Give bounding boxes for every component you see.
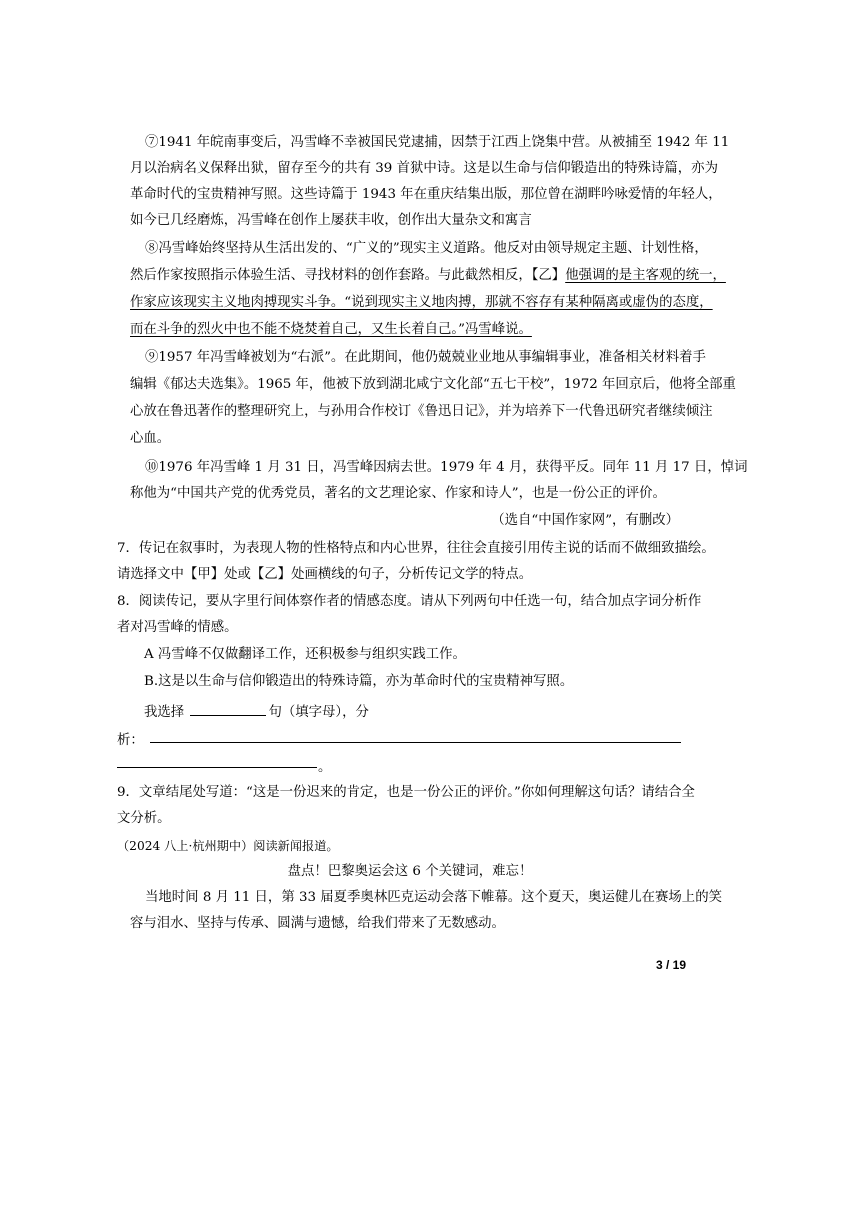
page-number: 3 / 19	[655, 958, 686, 972]
question8-option-b: B.这是以生命与信仰锻造出的特殊诗篇，亦为革命时代的宝贵精神写照。	[144, 674, 574, 689]
news-body-line2: 容与泪水、坚持与传承、圆满与遗憾，给我们带来了无数感动。	[130, 916, 505, 931]
para7-line2: 月以治病名义保释出狱，留存至今的共有 39 首狱中诗。这是以生命与信仰锻造出的特殊诗篇，亦为	[130, 161, 718, 176]
para7-line4: 如今已几经磨炼，冯雪峰在创作上屡获丰收，创作出大量杂文和寓言	[130, 213, 532, 228]
para8-underlined-line4: 而在斗争的烈火中也不能不烧焚着自己，又生长着自己。”冯雪峰说。	[130, 322, 532, 337]
para8-line2	[130, 263, 726, 289]
question8-option-a: A 冯雪峰不仅做翻译工作，还积极参与组织实践工作。	[144, 647, 466, 662]
para8-line1: ⑧冯雪峰始终坚持从生活出发的、“广义的”现实主义道路。他反对由领导规定主题、计划性格，	[145, 241, 708, 256]
question8-line2: 者对冯雪峰的情感。	[117, 620, 238, 635]
para7-line1: ⑦1941 年皖南事变后，冯雪峰不幸被国民党逮捕，因禁于江西上饶集中营。从被捕至 1942 年 11	[145, 135, 730, 150]
question7-line1: 7．传记在叙事时，为表现人物的性格特点和内心世界，往往会直接引用传主说的话而不做细致描绘。	[117, 541, 715, 556]
analysis-label: 析：	[117, 733, 144, 748]
para8-underlined-line3: 作家应该现实主义地肉搏现实斗争。“说到现实主义地肉搏，那就不容存有某种隔离或虚伪的态度，	[130, 295, 713, 310]
para9-line2: 编辑《郁达夫选集》。1965 年，他被下放到湖北咸宁文化部“五七干校”，1972 年回京后，他将全部重	[130, 377, 736, 392]
para9-line3: 心放在鲁迅著作的整理研究上，与孙用合作校订《鲁迅日记》，并为培养下一代鲁迅研究者继续倾注	[130, 404, 713, 419]
analysis-blank-1[interactable]	[150, 742, 681, 743]
question7-line2: 请选择文中【甲】处或【乙】处画横线的句子，分析传记文学的特点。	[117, 567, 533, 582]
para10-line1: ⑩1976 年冯雪峰 1 月 31 日，冯雪峰因病去世。1979 年 4 月，获得平反。同年 11 月 17 日，悼词	[145, 460, 748, 475]
next-section-intro: （2024 八上·杭州期中）阅读新闻报道。	[117, 839, 339, 853]
choose-letter-blank[interactable]	[190, 701, 266, 716]
question8-choose-row	[144, 700, 704, 726]
choose-suffix: 句（填字母），分	[268, 705, 369, 720]
analysis-blank-2[interactable]	[117, 767, 317, 768]
analysis-end-mark: 。	[318, 760, 332, 775]
question9-line2: 文分析。	[117, 811, 171, 826]
choose-prefix: 我选择	[144, 705, 189, 720]
para8-line2-prefix: 然后作家按照指示体验生活、寻找材料的创作套路。与此截然相反，【乙】	[130, 268, 566, 283]
question8-line1: 8．阅读传记，要从字里行间体察作者的情感态度。请从下列两句中任选一句，结合加点字词分析作	[117, 594, 702, 609]
para8-underlined-sentence-start: 他强调的是主客观的统一，	[565, 268, 726, 283]
question9-line1: 9．文章结尾处写道：“这是一份迟来的肯定，也是一份公正的评价。”你如何理解这句话？请结合全	[117, 785, 695, 800]
para10-line2: 称他为“中国共产党的优秀党员，著名的文艺理论家、作家和诗人”，也是一份公正的评价。	[130, 486, 666, 501]
para9-line1: ⑨1957 年冯雪峰被划为“右派”。在此期间，他仍兢兢业业地从事编辑事业，准备相关材料着手	[145, 350, 706, 365]
source-note: （选自“中国作家网”，有删改）	[491, 513, 679, 528]
para7-line3: 革命时代的宝贵精神写照。这些诗篇于 1943 年在重庆结集出版，那位曾在湖畔吟咏爱情的年轻人，	[130, 187, 722, 202]
para9-line4: 心血。	[130, 431, 171, 446]
news-title: 盘点！巴黎奥运会这 6 个关键词，难忘！	[287, 864, 533, 879]
news-body-line1: 当地时间 8 月 11 日，第 33 届夏季奥林匹克运动会落下帷幕。这个夏天，奥运健儿在赛场上的笑	[145, 890, 722, 905]
